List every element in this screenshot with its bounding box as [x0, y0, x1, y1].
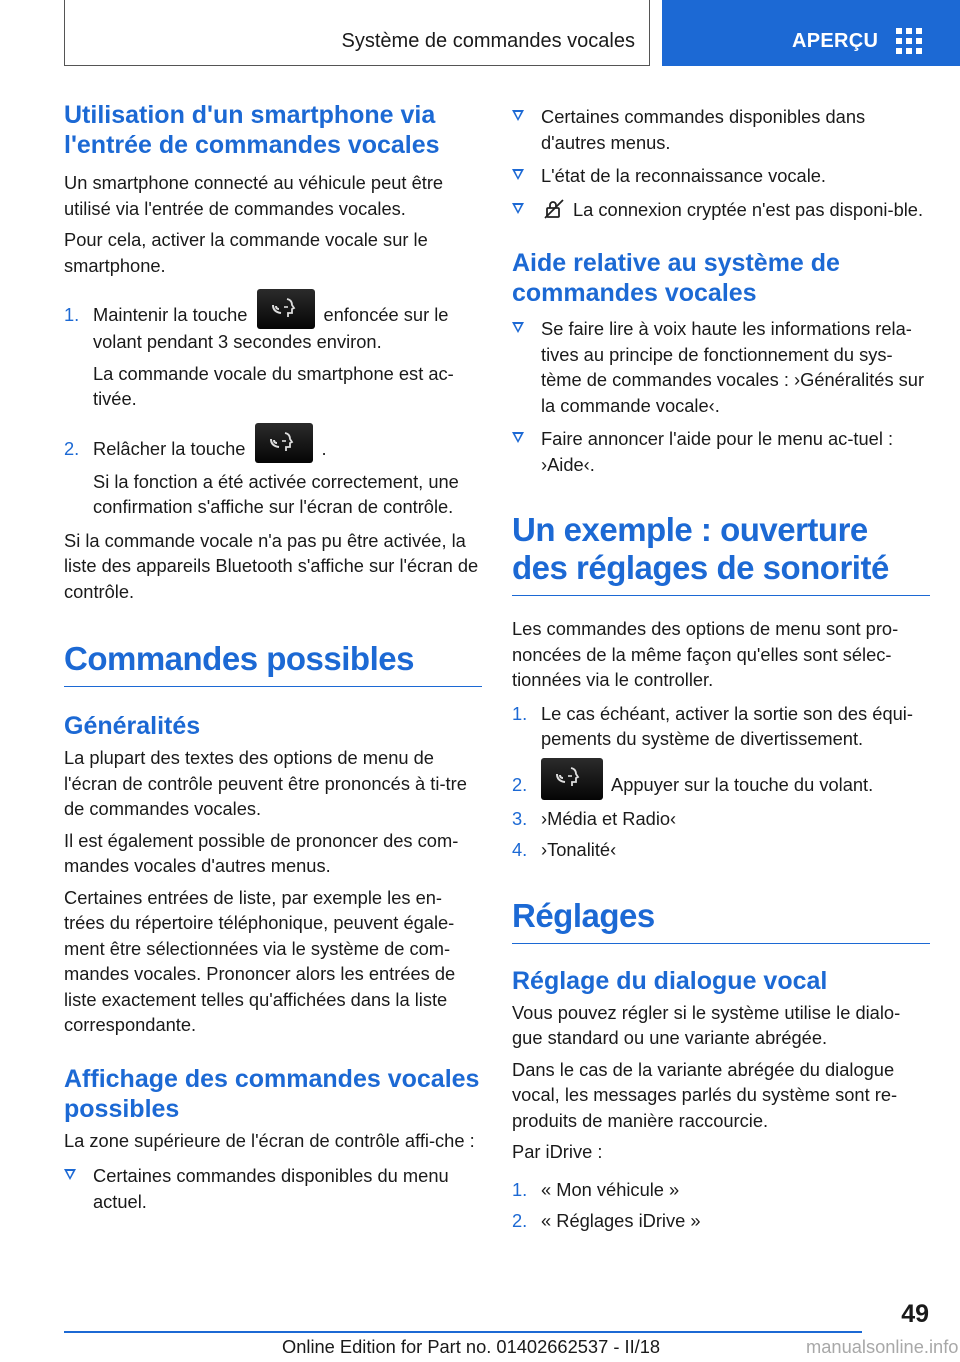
heading-exemple: Un exemple : ouverture des réglages de sonorité [512, 511, 930, 596]
step-number: 1. [64, 304, 80, 325]
grid-menu-icon[interactable] [896, 28, 922, 54]
step-number: 2. [64, 437, 80, 459]
step-number: 2. [512, 773, 528, 795]
bullet-triangle-icon [512, 432, 524, 443]
paragraph: Il est également possible de prononcer des com-mandes vocales d'autres menus. [64, 829, 459, 877]
step-text-before: Maintenir la touche [93, 304, 248, 325]
step-text: ›Tonalité‹ [541, 839, 617, 861]
section-title-smartphone: Utilisation d'un smartphone via l'entrée de commandes vocales [64, 101, 440, 159]
bullet-triangle-icon [512, 322, 524, 333]
list-item [64, 302, 482, 412]
list-item [512, 837, 930, 863]
bullet-triangle-icon [64, 1169, 76, 1180]
voice-command-button-icon [257, 289, 315, 329]
step-text: Le cas échéant, activer la sortie son des équi-pements du système de divertissement. [541, 702, 913, 749]
list-item [512, 806, 930, 832]
voice-command-button-icon [255, 423, 313, 463]
header-chapter-label: APERÇU [792, 30, 879, 52]
bullet-text: L'état de la reconnaissance vocale. [541, 165, 827, 186]
section-title-affichage: Affichage des commandes vocales possibles [64, 1064, 480, 1123]
bullet-triangle-icon [512, 203, 524, 214]
header-section-title: Système de commandes vocales [341, 30, 635, 52]
paragraph: Vous pouvez régler si le système utilise le dialo-gue standard ou une variante abrégée. [512, 1001, 901, 1049]
paragraph: Par iDrive : [512, 1141, 603, 1163]
step-text-after: . [321, 437, 327, 459]
paragraph: Pour cela, activer la commande vocale sur le smartphone. [64, 229, 428, 276]
section-title-generalites: Généralités [64, 712, 201, 741]
step-number: 4. [512, 839, 528, 861]
list-item [64, 436, 482, 520]
paragraph: Si la commande vocale n'a pas pu être activée, la liste des appareils Bluetooth s'affiche sur l'écran de contrôle. [64, 529, 479, 602]
step-subtext: La commande vocale du smartphone est ac-tivée. [93, 362, 454, 410]
bullet-text: Certaines commandes disponibles du menu actuel. [93, 1165, 449, 1212]
bullet-list [512, 104, 930, 222]
bullet-text: Certaines commandes disponibles dans d'autres menus. [541, 106, 866, 153]
paragraph: Dans le cas de la variante abrégée du dialogue vocal, les messages parlés du système sont re-produits de manière raccourcie. [512, 1058, 898, 1131]
encryption-unavailable-icon [543, 198, 565, 220]
step-text-before: Relâcher la touche [93, 437, 246, 459]
step-text: « Mon véhicule » [541, 1178, 680, 1200]
section-title-aide: Aide relative au système de commandes vocales [512, 249, 840, 307]
paragraph: Un smartphone connecté au véhicule peut être utilisé via l'entrée de commandes vocales. [64, 172, 444, 219]
list-item [512, 701, 930, 752]
watermark: manualsonline.info [806, 1336, 959, 1357]
step-number: 1. [512, 1178, 528, 1200]
steps-list-smartphone [64, 302, 482, 520]
step-text: Appuyer sur la touche du volant. [611, 773, 874, 795]
footer-edition: Online Edition for Part no. 01402662537 - II/18 [282, 1336, 661, 1357]
page-number: 49 [901, 1300, 929, 1328]
list-item [512, 163, 930, 189]
step-subtext: Si la fonction a été activée correctement, une confirmation s'affiche sur l'écran de contrôle. [93, 470, 459, 518]
paragraph: Certaines entrées de liste, par exemple les en-trées du répertoire téléphonique, peuvent égale-ment être sélectionnées via le système de com-mandes vocales. Prononcer alors les entrées de liste exactement telles qu'affichées dans la liste correspondante. [64, 886, 456, 1036]
bullet-text: La connexion cryptée n'est pas disponi-ble. [573, 198, 924, 220]
step-number: 3. [512, 807, 528, 829]
step-number: 2. [512, 1210, 528, 1232]
left-column [64, 100, 482, 1214]
bullet-list [512, 316, 930, 477]
list-item [512, 104, 930, 155]
header-title-box [64, 0, 650, 66]
steps-list-idrive [512, 1177, 930, 1234]
step-text: « Réglages iDrive » [541, 1210, 701, 1232]
heading-reglages: Réglages [512, 897, 930, 944]
paragraph: Les commandes des options de menu sont pro-noncées de la même façon qu'elles sont sélec-tionnées via le controller. [512, 618, 899, 690]
list-item [512, 772, 930, 800]
list-item [512, 426, 930, 477]
step-text: ›Média et Radio‹ [541, 807, 677, 829]
list-item [512, 1208, 930, 1234]
step-text-after: enfoncée sur le volant pendant 3 secondes environ. [93, 304, 449, 353]
list-item [512, 1177, 930, 1203]
bullet-text: Faire annoncer l'aide pour le menu ac-tuel : ›Aide‹. [541, 428, 894, 475]
section-title-dialogue: Réglage du dialogue vocal [512, 966, 828, 995]
paragraph: La zone supérieure de l'écran de contrôle affi-che : [64, 1129, 475, 1151]
bullet-triangle-icon [512, 110, 524, 121]
voice-command-button-icon [541, 758, 603, 800]
paragraph: La plupart des textes des options de menu de l'écran de contrôle peuvent être prononcés à ti-tre de commandes vocales. [64, 747, 467, 820]
right-column [512, 104, 930, 1234]
header-chapter-tab[interactable] [662, 0, 960, 66]
list-item [512, 316, 930, 418]
bullet-triangle-icon [512, 169, 524, 180]
step-number: 1. [512, 702, 528, 724]
list-item [64, 1163, 482, 1214]
steps-list-exemple [512, 701, 930, 863]
list-item [512, 197, 930, 223]
footer-divider [64, 1331, 862, 1333]
bullet-list [64, 1163, 482, 1214]
heading-commandes-possibles: Commandes possibles [64, 640, 482, 687]
bullet-text: Se faire lire à voix haute les informations rela-tives au principe de fonctionnement du sys-tème de commandes vocales : ›Généralités sur la commande vocale‹. [541, 318, 925, 416]
